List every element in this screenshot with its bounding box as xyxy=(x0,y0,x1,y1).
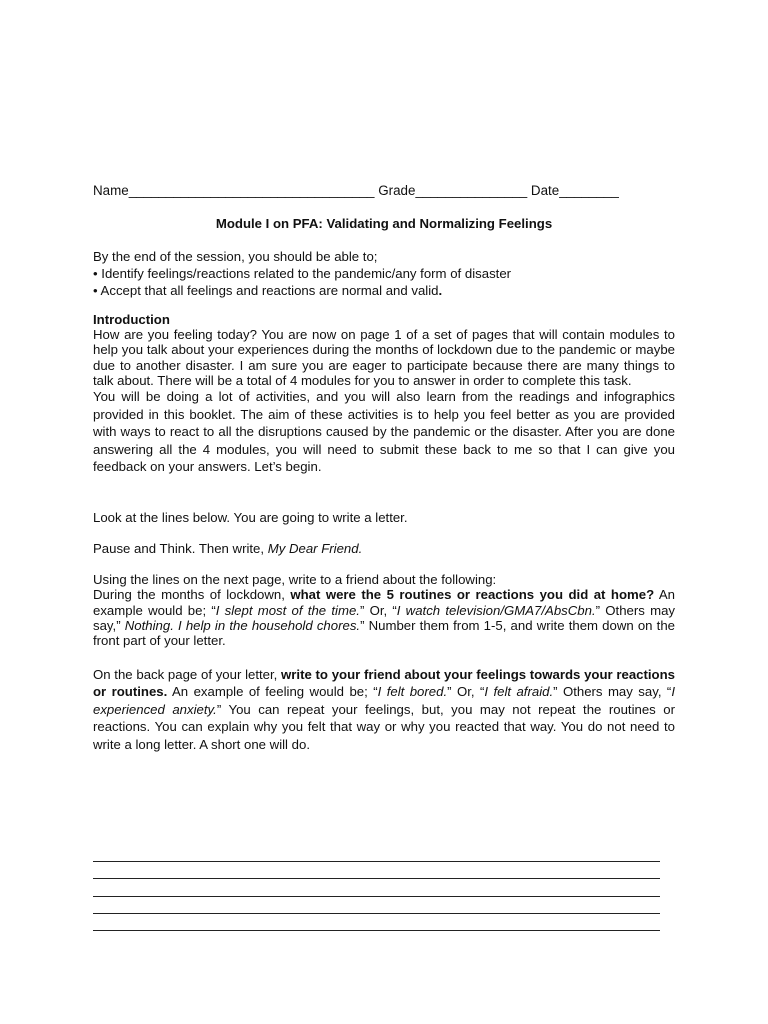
introduction-section xyxy=(93,312,675,476)
task-back-page xyxy=(93,666,675,753)
writing-line[interactable] xyxy=(93,897,660,914)
task-intro: Using the lines on the next page, write to a friend about the following: xyxy=(93,572,497,587)
name-field[interactable]: _________________________________ xyxy=(128,183,375,198)
instruction-pause: Pause and Think. Then write, My Dear Friend. xyxy=(93,541,363,556)
writing-line[interactable] xyxy=(93,862,660,879)
objective-item: • Identify feelings/reactions related to the pandemic/any form of disaster xyxy=(93,266,512,282)
grade-field[interactable]: _______________ xyxy=(415,183,528,198)
writing-line[interactable] xyxy=(93,879,660,896)
instruction-look: Look at the lines below. You are going to write a letter. xyxy=(93,510,408,525)
learning-objectives xyxy=(93,249,675,299)
date-label: Date xyxy=(530,183,560,198)
module-title: Module I on PFA: Validating and Normalizing Feelings xyxy=(215,216,553,231)
writing-lines xyxy=(93,845,675,931)
introduction-paragraph: You will be doing a lot of activities, and you will also learn from the readings and infographics provided in this booklet. The aim of these activities is to help you feel better as you are provided with ways to react to all the disruptions caused by the pandemic or the disaster. After you are done answering all the 4 modules, you will need to submit these back to me so that I can give you feedback on your answers. Let’s begin. xyxy=(93,389,675,475)
grade-label: Grade xyxy=(378,183,416,198)
name-label: Name xyxy=(93,183,129,198)
objective-item: • Accept that all feelings and reactions are normal and valid. xyxy=(93,283,443,299)
objectives-lead: By the end of the session, you should be able to; xyxy=(93,249,378,264)
task-feelings: On the back page of your letter, write to your friend about your feelings towards your reactions or routines. An example of feeling would be; “I felt bored.” Or, “I felt afraid.” Others may say, “I experienced anxiety.” You can repeat your feelings, but, you may not repeat the routines or reactions. You can explain why you felt that way or why you reacted that way. You do not need to write a long letter. A short one will do. xyxy=(93,667,676,752)
date-field[interactable]: ________ xyxy=(559,183,619,198)
task-front-page xyxy=(93,572,675,648)
introduction-heading: Introduction xyxy=(93,312,170,327)
task-question: During the months of lockdown, what were the 5 routines or reactions you did at home? An example would be; “I slept most of the time.” Or, “I watch television/GMA7/AbsCbn.” Others may say,” Nothing. I help in the household chores.” Number them from 1-5, and write them down on the front part of your letter. xyxy=(93,587,675,649)
student-info-line xyxy=(93,183,675,198)
writing-line[interactable] xyxy=(93,845,660,862)
letter-greeting: My Dear Friend. xyxy=(267,541,363,556)
introduction-paragraph: How are you feeling today? You are now on page 1 of a set of pages that will contain modules to help you talk about your experiences during the months of lockdown due to the pandemic or maybe due to another disaster. I am sure you are eager to participate because there are many things to talk about. There will be a total of 4 modules for you to answer in order to complete this task. xyxy=(93,327,675,388)
writing-line[interactable] xyxy=(93,914,660,931)
